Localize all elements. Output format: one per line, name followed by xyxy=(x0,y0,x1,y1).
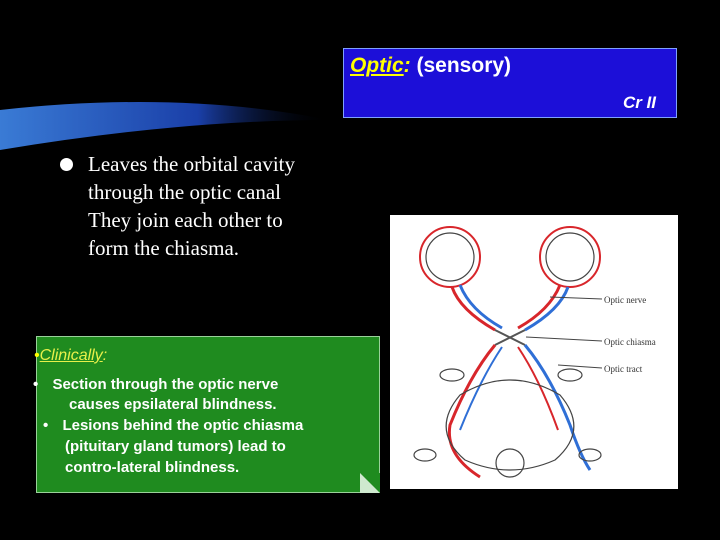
right-optic-nerve xyxy=(525,287,568,330)
clinically-colon: : xyxy=(102,347,108,364)
cranial-nerve-number: Cr II xyxy=(622,93,656,112)
right-eyeball xyxy=(540,227,600,287)
bullet-line: form the chiasma. xyxy=(88,236,240,260)
right-optic-tract xyxy=(525,345,590,470)
optic-pathway-diagram xyxy=(390,215,678,489)
label-optic-tract: Optic tract xyxy=(604,364,643,374)
clinical-note-box xyxy=(33,336,380,493)
label-optic-chiasma: Optic chiasma xyxy=(604,337,656,347)
bullet-line: through the optic canal xyxy=(88,180,282,204)
title-main: Optic xyxy=(350,54,404,77)
title-box xyxy=(343,48,677,118)
optic-chiasma xyxy=(495,330,525,345)
item-line: Section through the optic nerve xyxy=(52,376,279,393)
left-optic-tract xyxy=(449,345,495,477)
item-bullet: • xyxy=(43,417,49,434)
bullet-text xyxy=(88,150,295,262)
clinically-heading xyxy=(34,347,107,365)
clinical-item-1 xyxy=(33,375,278,395)
clinical-item-2 xyxy=(43,416,303,436)
page-fold-icon xyxy=(360,473,380,493)
clinical-item-2-line3: contro-lateral blindness. xyxy=(65,459,240,476)
page-title xyxy=(350,54,511,78)
label-optic-nerve: Optic nerve xyxy=(604,295,647,305)
item-line: Lesions behind the optic chiasma xyxy=(62,417,304,434)
title-colon: : xyxy=(403,54,411,77)
optic-pathway-svg xyxy=(390,215,678,489)
left-eyeball xyxy=(420,227,480,287)
clinical-item-1-line2: causes epsilateral blindness. xyxy=(69,396,277,413)
bullet-dot-icon xyxy=(60,158,73,171)
bullet-line: Leaves the orbital cavity xyxy=(88,152,295,176)
clinically-label: Clinically xyxy=(39,347,103,364)
title-sub: (sensory) xyxy=(410,54,512,77)
bullet-line: They join each other to xyxy=(88,208,283,232)
clinical-item-2-line2: (pituitary gland tumors) lead to xyxy=(65,438,286,455)
clinically-bullet-icon: • xyxy=(34,347,40,364)
left-optic-nerve xyxy=(452,287,495,330)
item-bullet: • xyxy=(33,376,39,393)
